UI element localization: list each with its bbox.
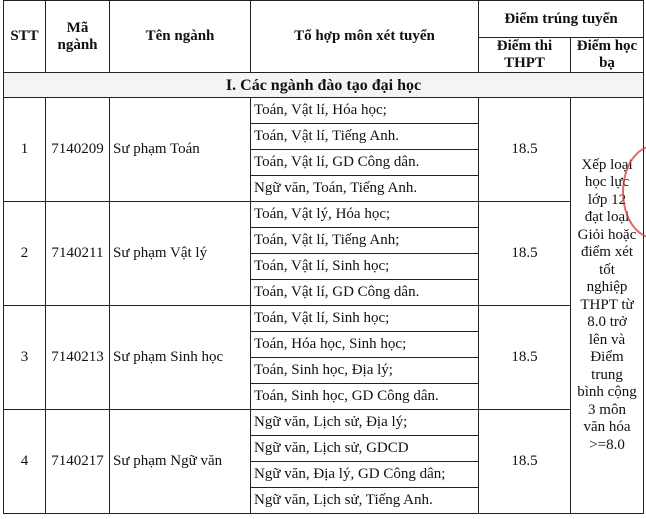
combo-cell: Toán, Vật lí, Sinh học;	[251, 254, 479, 280]
combo-cell: Toán, Vật lí, GD Công dân.	[251, 150, 479, 176]
header-code: Mã ngành	[46, 1, 110, 73]
combo-cell: Ngữ văn, Lịch sử, Địa lý;	[251, 410, 479, 436]
combo-cell: Ngữ văn, Lịch sử, GDCD	[251, 436, 479, 462]
table-row	[4, 306, 644, 332]
major-name: Sư phạm Sinh học	[110, 306, 251, 410]
exam-score: 18.5	[479, 306, 571, 410]
combo-cell: Toán, Sinh học, Địa lý;	[251, 358, 479, 384]
header-name: Tên ngành	[110, 1, 251, 73]
transcript-note: Xếp loại học lực lớp 12 đạt loại Giỏi hoặc điểm xét tốt nghiệp THPT từ 8.0 trở lên và Điểm trung bình cộng 3 môn văn hóa >=8.0	[571, 98, 644, 514]
combo-cell: Toán, Vật lí, Tiếng Anh;	[251, 228, 479, 254]
header-stt: STT	[4, 1, 46, 73]
combo-cell: Ngữ văn, Lịch sử, Tiếng Anh.	[251, 488, 479, 514]
header-score-transcript: Điểm học bạ	[571, 38, 644, 73]
section-title: I. Các ngành đào tạo đại học	[4, 73, 644, 98]
header-score: Điểm trúng tuyển	[479, 1, 644, 38]
combo-cell: Toán, Vật lí, Tiếng Anh.	[251, 124, 479, 150]
major-code: 7140213	[46, 306, 110, 410]
major-name: Sư phạm Toán	[110, 98, 251, 202]
combo-cell: Toán, Vật lí, Sinh học;	[251, 306, 479, 332]
table-row	[4, 202, 644, 228]
combo-cell: Toán, Vật lí, GD Công dân.	[251, 280, 479, 306]
major-code: 7140209	[46, 98, 110, 202]
exam-score: 18.5	[479, 98, 571, 202]
major-stt: 4	[4, 410, 46, 514]
major-name: Sư phạm Ngữ văn	[110, 410, 251, 514]
table-row	[4, 410, 644, 436]
combo-cell: Toán, Vật lý, Hóa học;	[251, 202, 479, 228]
combo-cell: Toán, Sinh học, GD Công dân.	[251, 384, 479, 410]
combo-cell: Toán, Hóa học, Sinh học;	[251, 332, 479, 358]
major-name: Sư phạm Vật lý	[110, 202, 251, 306]
combo-cell: Ngữ văn, Toán, Tiếng Anh.	[251, 176, 479, 202]
major-stt: 3	[4, 306, 46, 410]
combo-cell: Toán, Vật lí, Hóa học;	[251, 98, 479, 124]
major-stt: 1	[4, 98, 46, 202]
major-code: 7140211	[46, 202, 110, 306]
exam-score: 18.5	[479, 410, 571, 514]
major-code: 7140217	[46, 410, 110, 514]
exam-score: 18.5	[479, 202, 571, 306]
combo-cell: Ngữ văn, Địa lý, GD Công dân;	[251, 462, 479, 488]
header-combo: Tổ hợp môn xét tuyển	[251, 1, 479, 73]
header-score-exam: Điểm thi THPT	[479, 38, 571, 73]
major-stt: 2	[4, 202, 46, 306]
admission-table	[3, 0, 644, 514]
table-row	[4, 98, 644, 124]
